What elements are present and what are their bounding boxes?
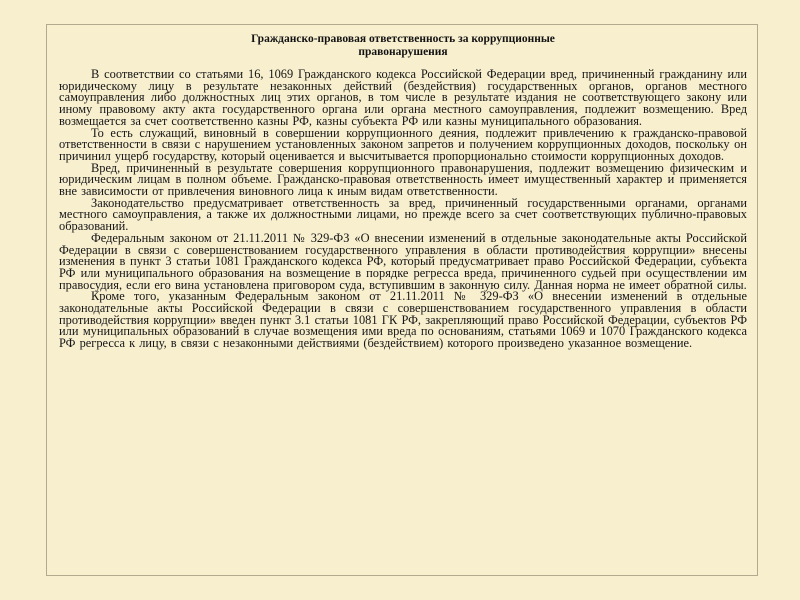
paragraph-6: Кроме того, указанным Федеральным законом от 21.11.2011 № 329-ФЗ «О внесении изменений в отдельные законодательные акты Российской Федерации в связи с совершенствованием государственного управления в области противодействия коррупции» введен пункт 3.1 статьи 1081 ГК РФ, закрепляющий право Российской Федерации, субъектов РФ или муниципальных образований в случае возмещения ими вреда по основаниям, статьями 1069 и 1070 Гражданского кодекса РФ регресса к лицу, в связи с незаконными действиями (бездействием) которого произведено указанное возмещение. [59, 289, 747, 351]
paragraph-3: Вред, причиненный в результате совершения коррупционного правонарушения, подлежит возмещению физическим и юридическим лицам в полном объеме. Гражданско-правовая ответственность имеет имущественный характер и применяется вне зависимости от привлечения виновного лица к иным видам ответственности. [59, 160, 747, 199]
document-title [47, 33, 759, 59]
title-line-2: правонарушения [358, 46, 448, 58]
paragraph-4: Законодательство предусматривает ответственность за вред, причиненный государственными органами, органами местного самоуправления, а также их должностными лицами, но прежде всего за счет соответствующих публично-правовых образований. [59, 195, 747, 234]
paragraph-2: То есть служащий, виновный в совершении коррупционного деяния, подлежит привлечению к гражданско-правовой ответственности в связи с нарушением установленных законом запретов и получением коррупционных доходов, поскольку он причинил ущерб государству, который оценивается и высчитывается пропорционально стоимости коррупционных доходов. [59, 125, 747, 163]
paragraph-1: В соответствии со статьями 16, 1069 Гражданского кодекса Российской Федерации вред, причиненный гражданину или юридическому лицу в результате незаконных действий (бездействия) государственных органов, органов местного самоуправления либо должностных лиц этих органов, в том числе в результате издания не соответствующего закону или иному правовому акту акта государственного органа или органа местного самоуправления, подлежит возмещению. Вред возмещается за счет соответственно казны РФ, казны субъекта РФ или казны муниципального образования. [59, 67, 747, 128]
title-line-1: Гражданско-правовая ответственность за коррупционные [251, 33, 555, 45]
document-frame [46, 24, 758, 576]
document-body [59, 69, 747, 350]
paragraph-5: Федеральным законом от 21.11.2011 № 329-ФЗ «О внесении изменений в отдельные законодательные акты Российской Федерации в связи с совершенствованием государственного управления в области противодействия коррупции» внесены изменения в пункт 3 статьи 1081 Гражданского кодекса РФ, который предусматривает право Российской Федерации, субъекта РФ или муниципального образования на возмещение в порядке регресса вреда, причиненного судьей при осуществлении им правосудия, если его вина установлена приговором суда, вступившим в законную силу. Данная норма не имеет обратной силы. [59, 230, 747, 292]
